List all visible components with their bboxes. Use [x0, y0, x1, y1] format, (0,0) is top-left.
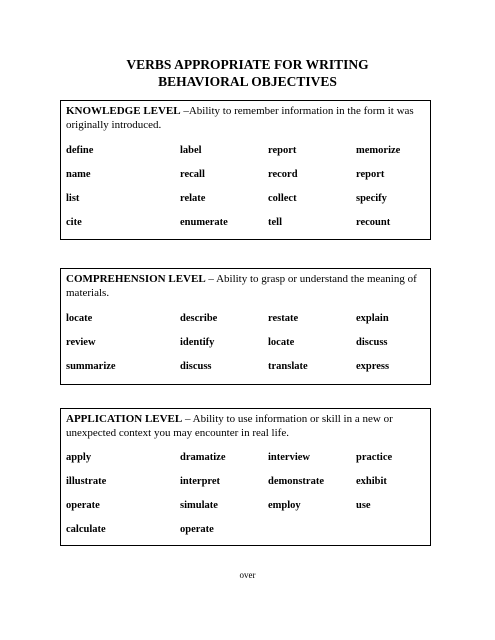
verb-cell: translate — [268, 361, 308, 372]
verb-cell: review — [66, 337, 96, 348]
verb-cell: restate — [268, 313, 299, 324]
verb-cell: locate — [268, 337, 295, 348]
comprehension-level-box — [60, 268, 431, 385]
verb-cell: describe — [180, 313, 218, 324]
verb-cell: operate — [66, 500, 100, 511]
application-level-description — [66, 412, 428, 440]
level-description-text: – Ability to grasp or understand the meaning of materials. — [66, 273, 417, 299]
verb-cell: demonstrate — [268, 476, 324, 487]
verb-cell: illustrate — [66, 476, 107, 487]
page-title-line-1: VERBS APPROPRIATE FOR WRITING — [126, 57, 369, 72]
verb-cell: collect — [268, 193, 297, 204]
verb-cell: memorize — [356, 145, 401, 156]
verb-cell: specify — [356, 193, 387, 204]
verb-cell: use — [356, 500, 371, 511]
verb-cell: enumerate — [180, 217, 228, 228]
verb-cell: calculate — [66, 524, 106, 535]
verb-cell: employ — [268, 500, 301, 511]
verb-cell: name — [66, 169, 91, 180]
level-description-text: – Ability to use information or skill in a new or unexpected context you may encounter in real life. — [66, 413, 393, 439]
verb-cell: simulate — [180, 500, 218, 511]
verb-cell: define — [66, 145, 94, 156]
level-name: COMPREHENSION LEVEL — [66, 273, 206, 285]
verb-cell: operate — [180, 524, 214, 535]
verb-cell: exhibit — [356, 476, 387, 487]
verb-cell: interpret — [180, 476, 221, 487]
verb-cell: cite — [66, 217, 82, 228]
verb-cell: explain — [356, 313, 389, 324]
verb-cell: express — [356, 361, 390, 372]
verb-cell: label — [180, 145, 202, 156]
verb-cell: relate — [180, 193, 206, 204]
application-level-box — [60, 408, 431, 546]
verb-cell: recount — [356, 217, 391, 228]
comprehension-level-description — [66, 272, 428, 300]
level-name: KNOWLEDGE LEVEL — [66, 105, 181, 117]
verb-cell: locate — [66, 313, 93, 324]
level-description-text: –Ability to remember information in the form it was originally introduced. — [66, 105, 414, 131]
page-title-line-2: BEHAVIORAL OBJECTIVES — [158, 74, 337, 89]
verb-cell: report — [356, 169, 385, 180]
verb-cell: discuss — [356, 337, 388, 348]
verb-cell: summarize — [66, 361, 116, 372]
knowledge-level-description — [66, 104, 428, 132]
verb-cell: practice — [356, 452, 393, 463]
verb-cell: tell — [268, 217, 282, 228]
knowledge-level-box — [60, 100, 431, 240]
verb-cell: interview — [268, 452, 310, 463]
page-footer-over: over — [239, 570, 256, 580]
verb-cell: identify — [180, 337, 215, 348]
level-name: APPLICATION LEVEL — [66, 413, 183, 425]
verb-cell: report — [268, 145, 297, 156]
verb-cell: list — [66, 193, 80, 204]
verb-cell: dramatize — [180, 452, 226, 463]
verb-cell: apply — [66, 452, 92, 463]
verb-cell: recall — [180, 169, 205, 180]
verb-cell: record — [268, 169, 298, 180]
verb-cell: discuss — [180, 361, 212, 372]
